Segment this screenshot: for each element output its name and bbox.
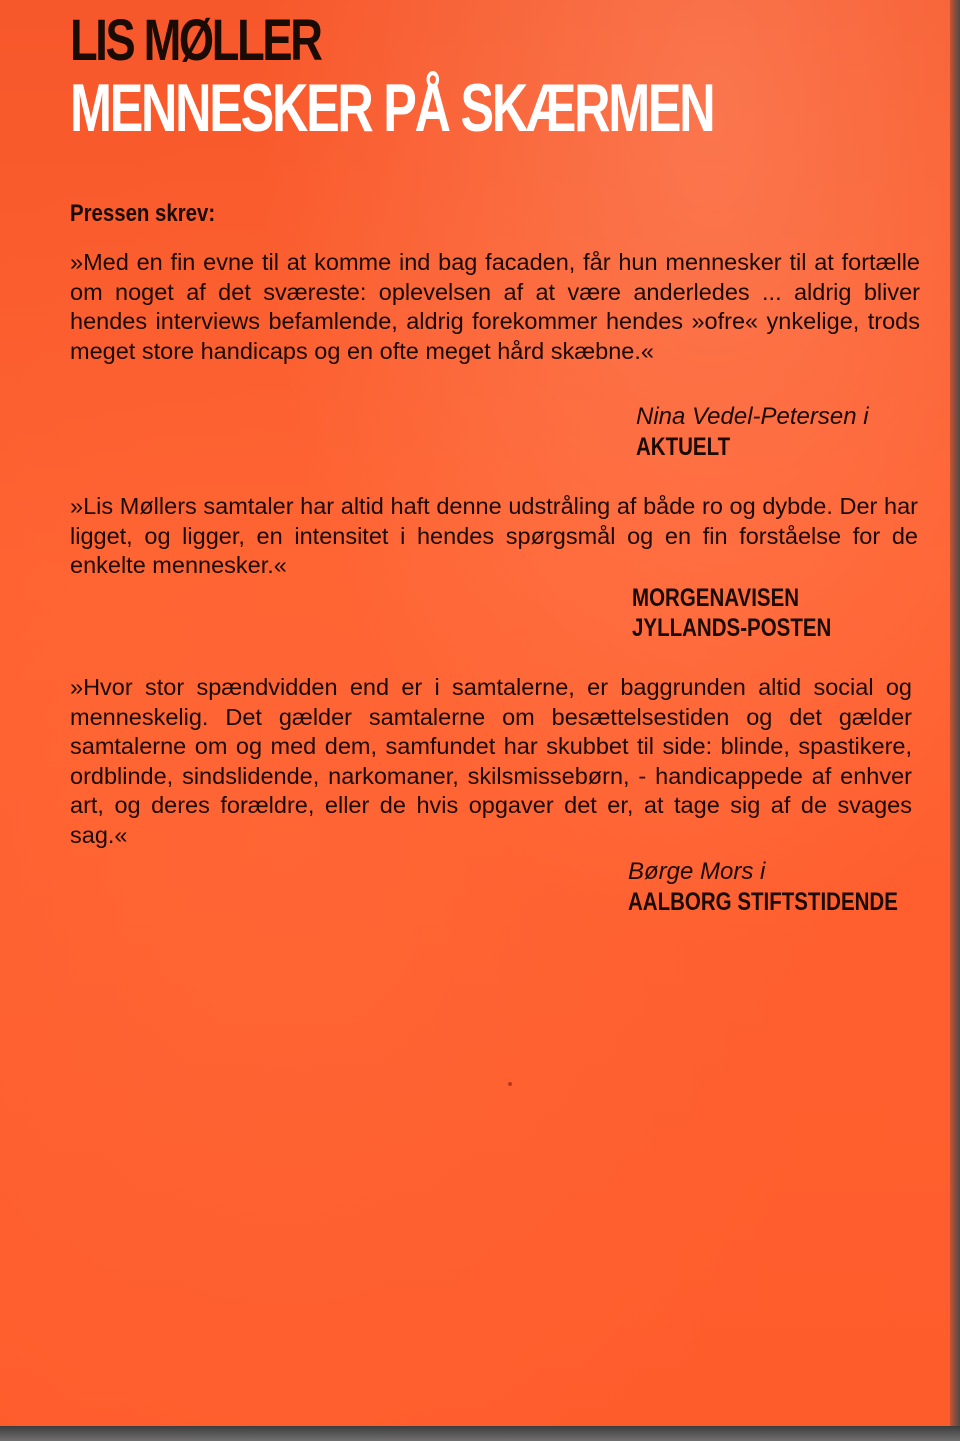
book-title: MENNESKER PÅ SKÆRMEN [70, 70, 714, 146]
quote-1-source: AKTUELT [636, 433, 731, 461]
press-quote-1: »Med en fin evne til at komme ind bag facaden, får hun mennesker til at fortælle om noget af det sværeste: oplevelsen af at være anderledes ... aldrig bliver hendes interviews befamlende, aldrig forekommer hendes »ofre« ynkelige, trods meget store handicaps og en ofte meget hård skæbne.« [70, 249, 920, 364]
quote-2-source-line-1: MORGENAVISEN [632, 584, 800, 612]
quote-2-source-line-2: JYLLANDS-POSTEN [632, 614, 832, 642]
press-quote-2: »Lis Møllers samtaler har altid haft denne udstråling af både ro og dybde. Der har ligget, og ligger, en intensitet i hendes spørgsmål og en fin forståelse for de enkelte mennesker.« [70, 493, 918, 578]
quote-3-author: Børge Mors i [628, 858, 766, 885]
quote-3-attribution [628, 857, 950, 917]
quote-3-source: AALBORG STIFTSTIDENDE [628, 888, 898, 916]
quote-1-author: Nina Vedel-Petersen i [636, 403, 869, 430]
author-name: LIS MØLLER [70, 8, 321, 73]
press-quote-3: »Hvor stor spændvidden end er i samtalerne, er baggrunden altid social og menneskelig. Det gælder samtalerne om besættelsestiden og det gælder samtalerne om og med dem, samfundet har skubbet til side: blinde, spastikere, ordblinde, sindslidende, narkomaner, skilsmissebørn, - handicappede af enhver art, og deres forældre, eller de hvis opgaver det er, at tage sig af de svages sag.« [70, 674, 912, 848]
table-surface [0, 1426, 960, 1441]
print-speck [508, 1082, 512, 1086]
press-heading: Pressen skrev: [70, 200, 216, 227]
cover-right-edge [950, 0, 960, 1441]
quote-2-attribution [632, 583, 875, 643]
quote-1-attribution [636, 402, 869, 462]
